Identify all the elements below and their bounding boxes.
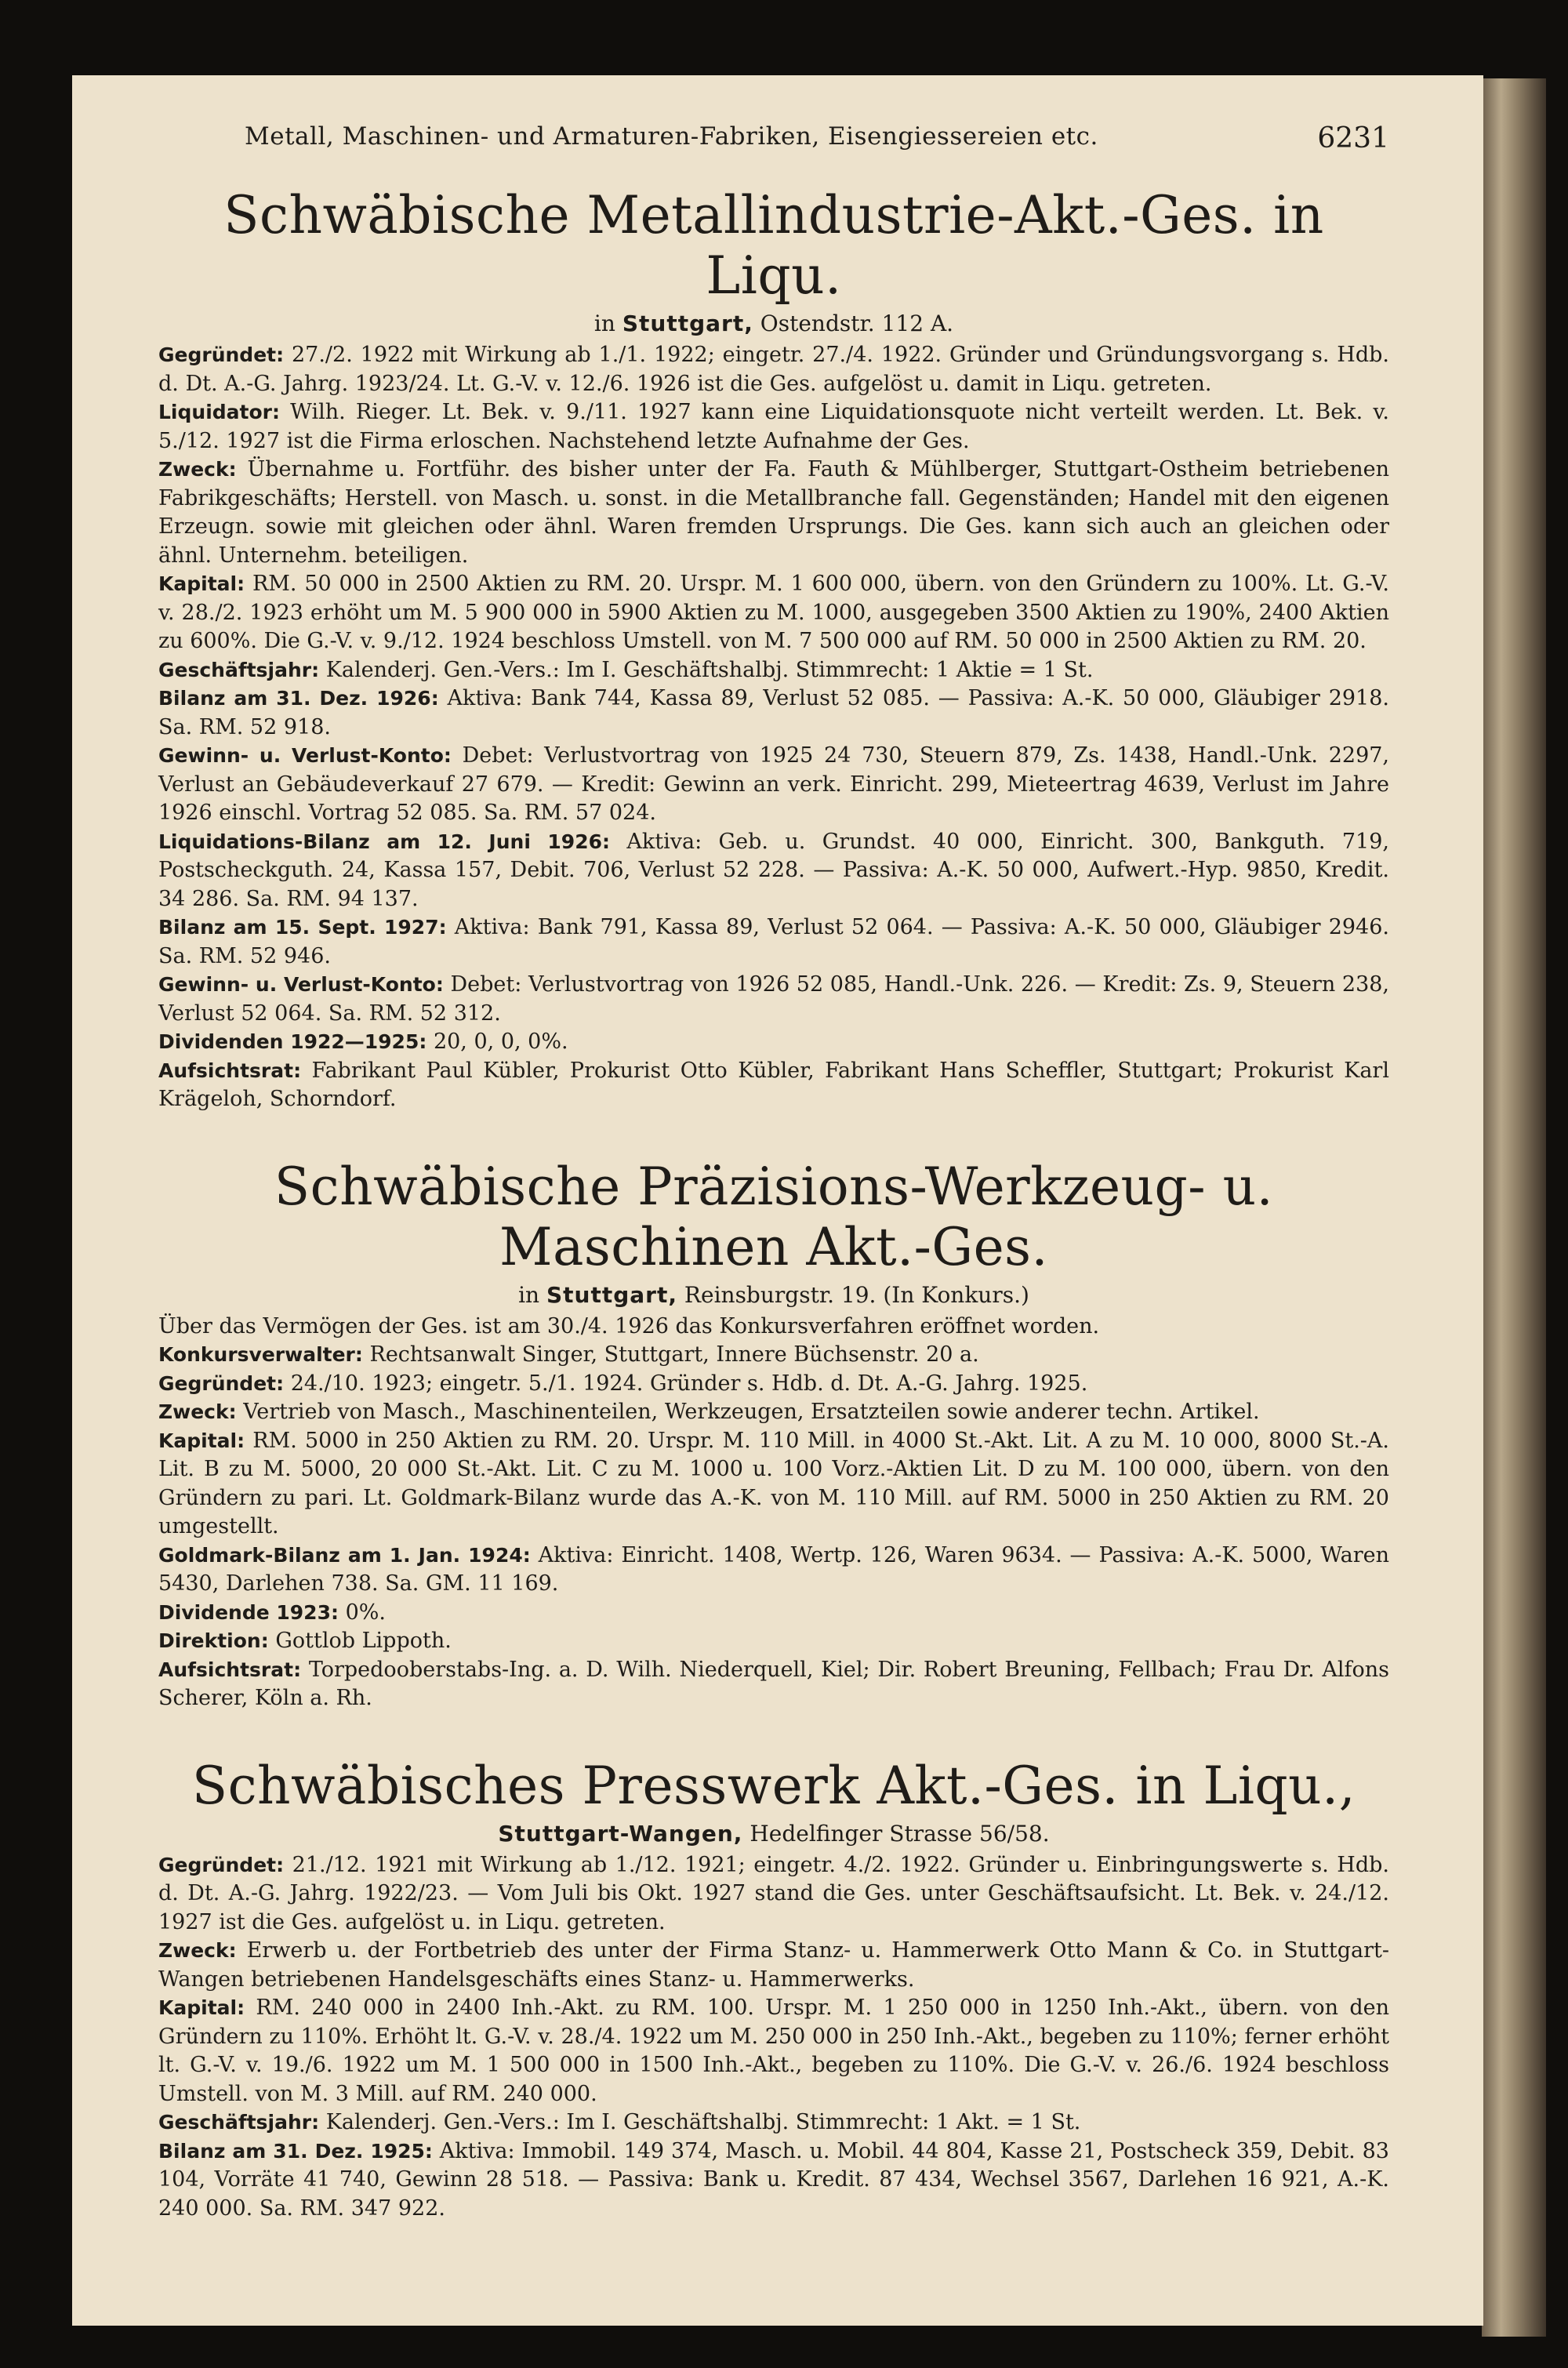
company-title: Schwäbische Metallindustrie-Akt.-Ges. in Liqu. [223, 185, 1324, 306]
entry-paragraph [158, 1656, 1389, 1713]
paragraph-label: Gegründet: [158, 1853, 285, 1876]
paragraph-text: RM. 50 000 in 2500 Aktien zu RM. 20. Urspr. M. 1 600 000, übern. von den Gründern zu 100%. Lt. G.-V. v. 28./2. 1923 erhöht um M. 5 900 000 in 5900 Aktien zu M. 1000, ausgegeben 3500 Aktien zu 190%, 2400 Aktien zu 600%. Die G.-V. v. 9./12. 1924 beschloss Umstell. von M. 7 500 000 auf RM. 50 000 in 2500 Aktien zu RM. 20. [158, 572, 1389, 653]
paragraph-label: Kapital: [158, 1429, 245, 1452]
entry-paragraph [158, 913, 1389, 971]
paragraph-label: Kapital: [158, 1996, 245, 2019]
entry-paragraph [158, 828, 1389, 914]
running-title: Metall, Maschinen- und Armaturen-Fabriken, Eisengiessereien etc. [245, 122, 1098, 151]
location-city: Stuttgart, [546, 1281, 678, 1308]
paragraph-label: Gegründet: [158, 1371, 285, 1395]
location-address: Reinsburgstr. 19. (In Konkurs.) [684, 1281, 1029, 1308]
paragraph-text: Erwerb u. der Fortbetrieb des unter der Firma Stanz- u. Hammerwerk Otto Mann & Co. in Stuttgart-Wangen betriebenen Handelsgeschäfts eines Stanz- u. Hammerwerks. [158, 1938, 1389, 1992]
entry-paragraph [158, 1028, 1389, 1057]
location-prefix: in [518, 1281, 540, 1308]
paragraph-label: Zweck: [158, 1939, 237, 1962]
company-entry-1 [158, 185, 1389, 1114]
entry-paragraph [158, 1994, 1389, 2108]
paragraph-label: Liquidator: [158, 401, 280, 423]
entry-paragraph [158, 1937, 1389, 1994]
entry-paragraph [158, 456, 1389, 570]
paragraph-text: Gottlob Lippoth. [275, 1629, 452, 1653]
entry-paragraph [158, 1341, 1389, 1370]
entry-paragraph [158, 742, 1389, 828]
paragraph-text: Aktiva: Geb. u. Grundst. 40 000, Einricht. 300, Bankguth. 719, Postscheckguth. 24, Kassa 157, Debit. 706, Verlust 52 228. — Passiva: A.-K. 50 000, Aufwert.-Hyp. 9850, Kredit. 34 286. Sa. RM. 94 137. [158, 829, 1389, 911]
paragraph-text: Torpedooberstabs-Ing. a. D. Wilh. Niederquell, Kiel; Dir. Robert Breuning, Fellbach; Frau Dr. Alfons Scherer, Köln a. Rh. [158, 1657, 1389, 1710]
entry-paragraph [158, 1313, 1389, 1342]
paragraph-text: Übernahme u. Fortführ. des bisher unter der Fa. Fauth & Mühlberger, Stuttgart-Ostheim betriebenen Fabrikgeschäfts; Herstell. von Masch. u. sonst. in die Metallbranche fall. Gegenständen; Handel mit den eigenen Erzeugn. sowie mit gleichen oder ähnl. Waren fremden Ursprungs. Die Ges. kann sich auch an gleichen oder ähnl. Unternehm. beteiligen. [158, 457, 1389, 568]
paragraph-text: 20, 0, 0, 0%. [433, 1030, 568, 1054]
paragraph-label: Gewinn- u. Verlust-Konto: [158, 973, 444, 996]
paragraph-label: Zweck: [158, 458, 237, 481]
company-entry-3 [158, 1756, 1389, 2224]
paragraph-text: Aktiva: Immobil. 149 374, Masch. u. Mobil. 44 804, Kasse 21, Postscheck 359, Debit. 83 104, Vorräte 41 740, Gewinn 28 518. — Passiva: Bank u. Kredit. 87 434, Wechsel 3567, Darlehen 16 921, A.-K. 240 000. Sa. RM. 347 922. [158, 2138, 1389, 2221]
entry-paragraph [158, 398, 1389, 456]
paragraph-label: Liquidations-Bilanz am 12. Juni 1926: [158, 830, 610, 853]
paragraph-label: Konkursverwalter: [158, 1343, 363, 1366]
paragraph-text: Über das Vermögen der Ges. ist am 30./4. 1926 das Konkursverfahren eröffnet worden. [158, 1313, 1100, 1338]
location-address: Ostendstr. 112 A. [760, 311, 954, 336]
paragraph-text: Kalenderj. Gen.-Vers.: Im I. Geschäftshalbj. Stimmrecht: 1 Aktie = 1 St. [325, 657, 1094, 682]
paragraph-label: Gegründet: [158, 343, 285, 366]
paragraph-label: Dividende 1923: [158, 1600, 339, 1624]
book-page-edge [1482, 78, 1546, 2337]
entry-paragraph [158, 656, 1389, 685]
entry-paragraph [158, 1627, 1389, 1656]
paragraph-label: Bilanz am 15. Sept. 1927: [158, 916, 447, 939]
paragraph-label: Zweck: [158, 1400, 237, 1423]
entry-paragraph [158, 2108, 1389, 2137]
entry-paragraph [158, 1599, 1389, 1628]
running-header [158, 122, 1389, 177]
company-location [158, 1821, 1389, 1847]
paragraph-label: Kapital: [158, 572, 245, 595]
document-page [72, 75, 1483, 2326]
entry-paragraph [158, 971, 1389, 1028]
paragraph-label: Dividenden 1922—1925: [158, 1030, 427, 1053]
paragraph-text: 27./2. 1922 mit Wirkung ab 1./1. 1922; eingetr. 27./4. 1922. Gründer und Gründungsvorgang s. Hdb. d. Dt. A.-G. Jahrg. 1923/24. Lt. G.-V. v. 12./6. 1926 ist die Ges. aufgelöst u. damit in Liqu. getreten. [158, 343, 1389, 396]
paragraph-label: Gewinn- u. Verlust-Konto: [158, 744, 452, 767]
paragraph-text: Aktiva: Bank 791, Kassa 89, Verlust 52 064. — Passiva: A.-K. 50 000, Gläubiger 2946. Sa. RM. 52 946. [158, 915, 1389, 968]
company-entry-2 [158, 1157, 1389, 1713]
paragraph-label: Direktion: [158, 1629, 269, 1652]
paragraph-text: RM. 5000 in 250 Aktien zu RM. 20. Urspr. M. 110 Mill. in 4000 St.-Akt. Lit. A zu M. 10 000, 8000 St.-A. Lit. B zu M. 5000, 20 000 St.-Akt. Lit. C zu M. 1000 u. 100 Vorz.-Aktien Lit. D zu M. 100 000, übern. von den Gründern zu pari. Lt. Goldmark-Bilanz wurde das A.-K. von M. 110 Mill. auf RM. 5000 in 250 Aktien zu RM. 20 umgestellt. [158, 1428, 1389, 1538]
entry-paragraph [158, 1851, 1389, 1938]
paragraph-text: Wilh. Rieger. Lt. Bek. v. 9./11. 1927 kann eine Liquidationsquote nicht verteilt werden. Lt. Bek. v. 5./12. 1927 ist die Firma erloschen. Nachstehend letzte Aufnahme der Ges. [158, 400, 1389, 453]
paragraph-text: 24./10. 1923; eingetr. 5./1. 1924. Gründer s. Hdb. d. Dt. A.-G. Jahrg. 1925. [290, 1371, 1088, 1396]
entry-paragraph [158, 1427, 1389, 1542]
entry-paragraph [158, 570, 1389, 656]
paragraph-text: Kalenderj. Gen.-Vers.: Im I. Geschäftshalbj. Stimmrecht: 1 Akt. = 1 St. [325, 2110, 1081, 2134]
location-city: Stuttgart-Wangen, [498, 1820, 743, 1847]
company-location [158, 311, 1389, 336]
entry-paragraph [158, 685, 1389, 742]
entry-paragraph [158, 341, 1389, 398]
entry-paragraph [158, 1370, 1389, 1399]
location-address: Hedelfinger Strasse 56/58. [750, 1820, 1050, 1847]
paragraph-text: Rechtsanwalt Singer, Stuttgart, Innere Büchsenstr. 20 a. [369, 1342, 979, 1367]
paragraph-label: Bilanz am 31. Dez. 1925: [158, 2139, 433, 2163]
paragraph-text: Debet: Verlustvortrag von 1925 24 730, Steuern 879, Zs. 1438, Handl.-Unk. 2297, Verlust an Gebäudeverkauf 27 679. — Kredit: Gewinn an verk. Einricht. 299, Mieteertrag 4639, Verlust im Jahre 1926 einschl. Vortrag 52 085. Sa. RM. 57 024. [158, 743, 1390, 825]
company-title: Schwäbisches Presswerk Akt.-Ges. in Liqu., [191, 1755, 1356, 1816]
entry-paragraph [158, 2137, 1389, 2224]
company-title: Schwäbische Präzisions-Werkzeug- u. Maschinen Akt.-Ges. [274, 1156, 1274, 1277]
paragraph-text: Aktiva: Einricht. 1408, Wertp. 126, Waren 9634. — Passiva: A.-K. 5000, Waren 5430, Darlehen 738. Sa. GM. 11 169. [158, 1542, 1390, 1596]
paragraph-label: Bilanz am 31. Dez. 1926: [158, 687, 439, 710]
paragraph-text: Aktiva: Bank 744, Kassa 89, Verlust 52 085. — Passiva: A.-K. 50 000, Gläubiger 2918. Sa. RM. 52 918. [158, 686, 1389, 739]
location-city: Stuttgart, [622, 311, 753, 336]
paragraph-label: Geschäftsjahr: [158, 2111, 320, 2134]
paragraph-label: Aufsichtsrat: [158, 1658, 302, 1681]
paragraph-text: Debet: Verlustvortrag von 1926 52 085, Handl.-Unk. 226. — Kredit: Zs. 9, Steuern 238, Verlust 52 064. Sa. RM. 52 312. [158, 972, 1390, 1026]
location-prefix: in [593, 311, 615, 336]
paragraph-text: 21./12. 1921 mit Wirkung ab 1./12. 1921; eingetr. 4./2. 1922. Gründer u. Einbringungswerte s. Hdb. d. Dt. A.-G. Jahrg. 1922/23. — Vom Juli bis Okt. 1927 stand die Ges. unter Geschäftsaufsicht. Lt. Bek. v. 24./12. 1927 ist die Ges. aufgelöst u. in Liqu. getreten. [158, 1852, 1389, 1934]
paragraph-text: RM. 240 000 in 2400 Inh.-Akt. zu RM. 100. Urspr. M. 1 250 000 in 1250 Inh.-Akt., übern. von den Gründern zu 110%. Erhöht lt. G.-V. v. 28./4. 1922 um M. 250 000 in 250 Inh.-Akt., begeben zu 110%; ferner erhöht lt. G.-V. v. 19./6. 1922 um M. 1 500 000 in 1500 Inh.-Akt., begeben zu 110%. Die G.-V. v. 26./6. 1924 beschloss Umstell. von M. 3 Mill. auf RM. 240 000. [158, 1996, 1389, 2106]
company-location [158, 1282, 1389, 1308]
paragraph-text: Fabrikant Paul Kübler, Prokurist Otto Kübler, Fabrikant Hans Scheffler, Stuttgart; Prokurist Karl Krägeloh, Schorndorf. [158, 1058, 1389, 1111]
paragraph-label: Goldmark-Bilanz am 1. Jan. 1924: [158, 1543, 531, 1567]
paragraph-label: Geschäftsjahr: [158, 658, 320, 681]
entry-paragraph [158, 1057, 1389, 1114]
page-number: 6231 [1317, 122, 1389, 154]
entry-paragraph [158, 1542, 1389, 1599]
entry-paragraph [158, 1398, 1389, 1427]
paragraph-text: 0%. [345, 1600, 386, 1625]
paragraph-text: Vertrieb von Masch., Maschinenteilen, Werkzeugen, Ersatzteilen sowie anderer techn. Artikel. [243, 1400, 1260, 1424]
paragraph-label: Aufsichtsrat: [158, 1059, 302, 1082]
